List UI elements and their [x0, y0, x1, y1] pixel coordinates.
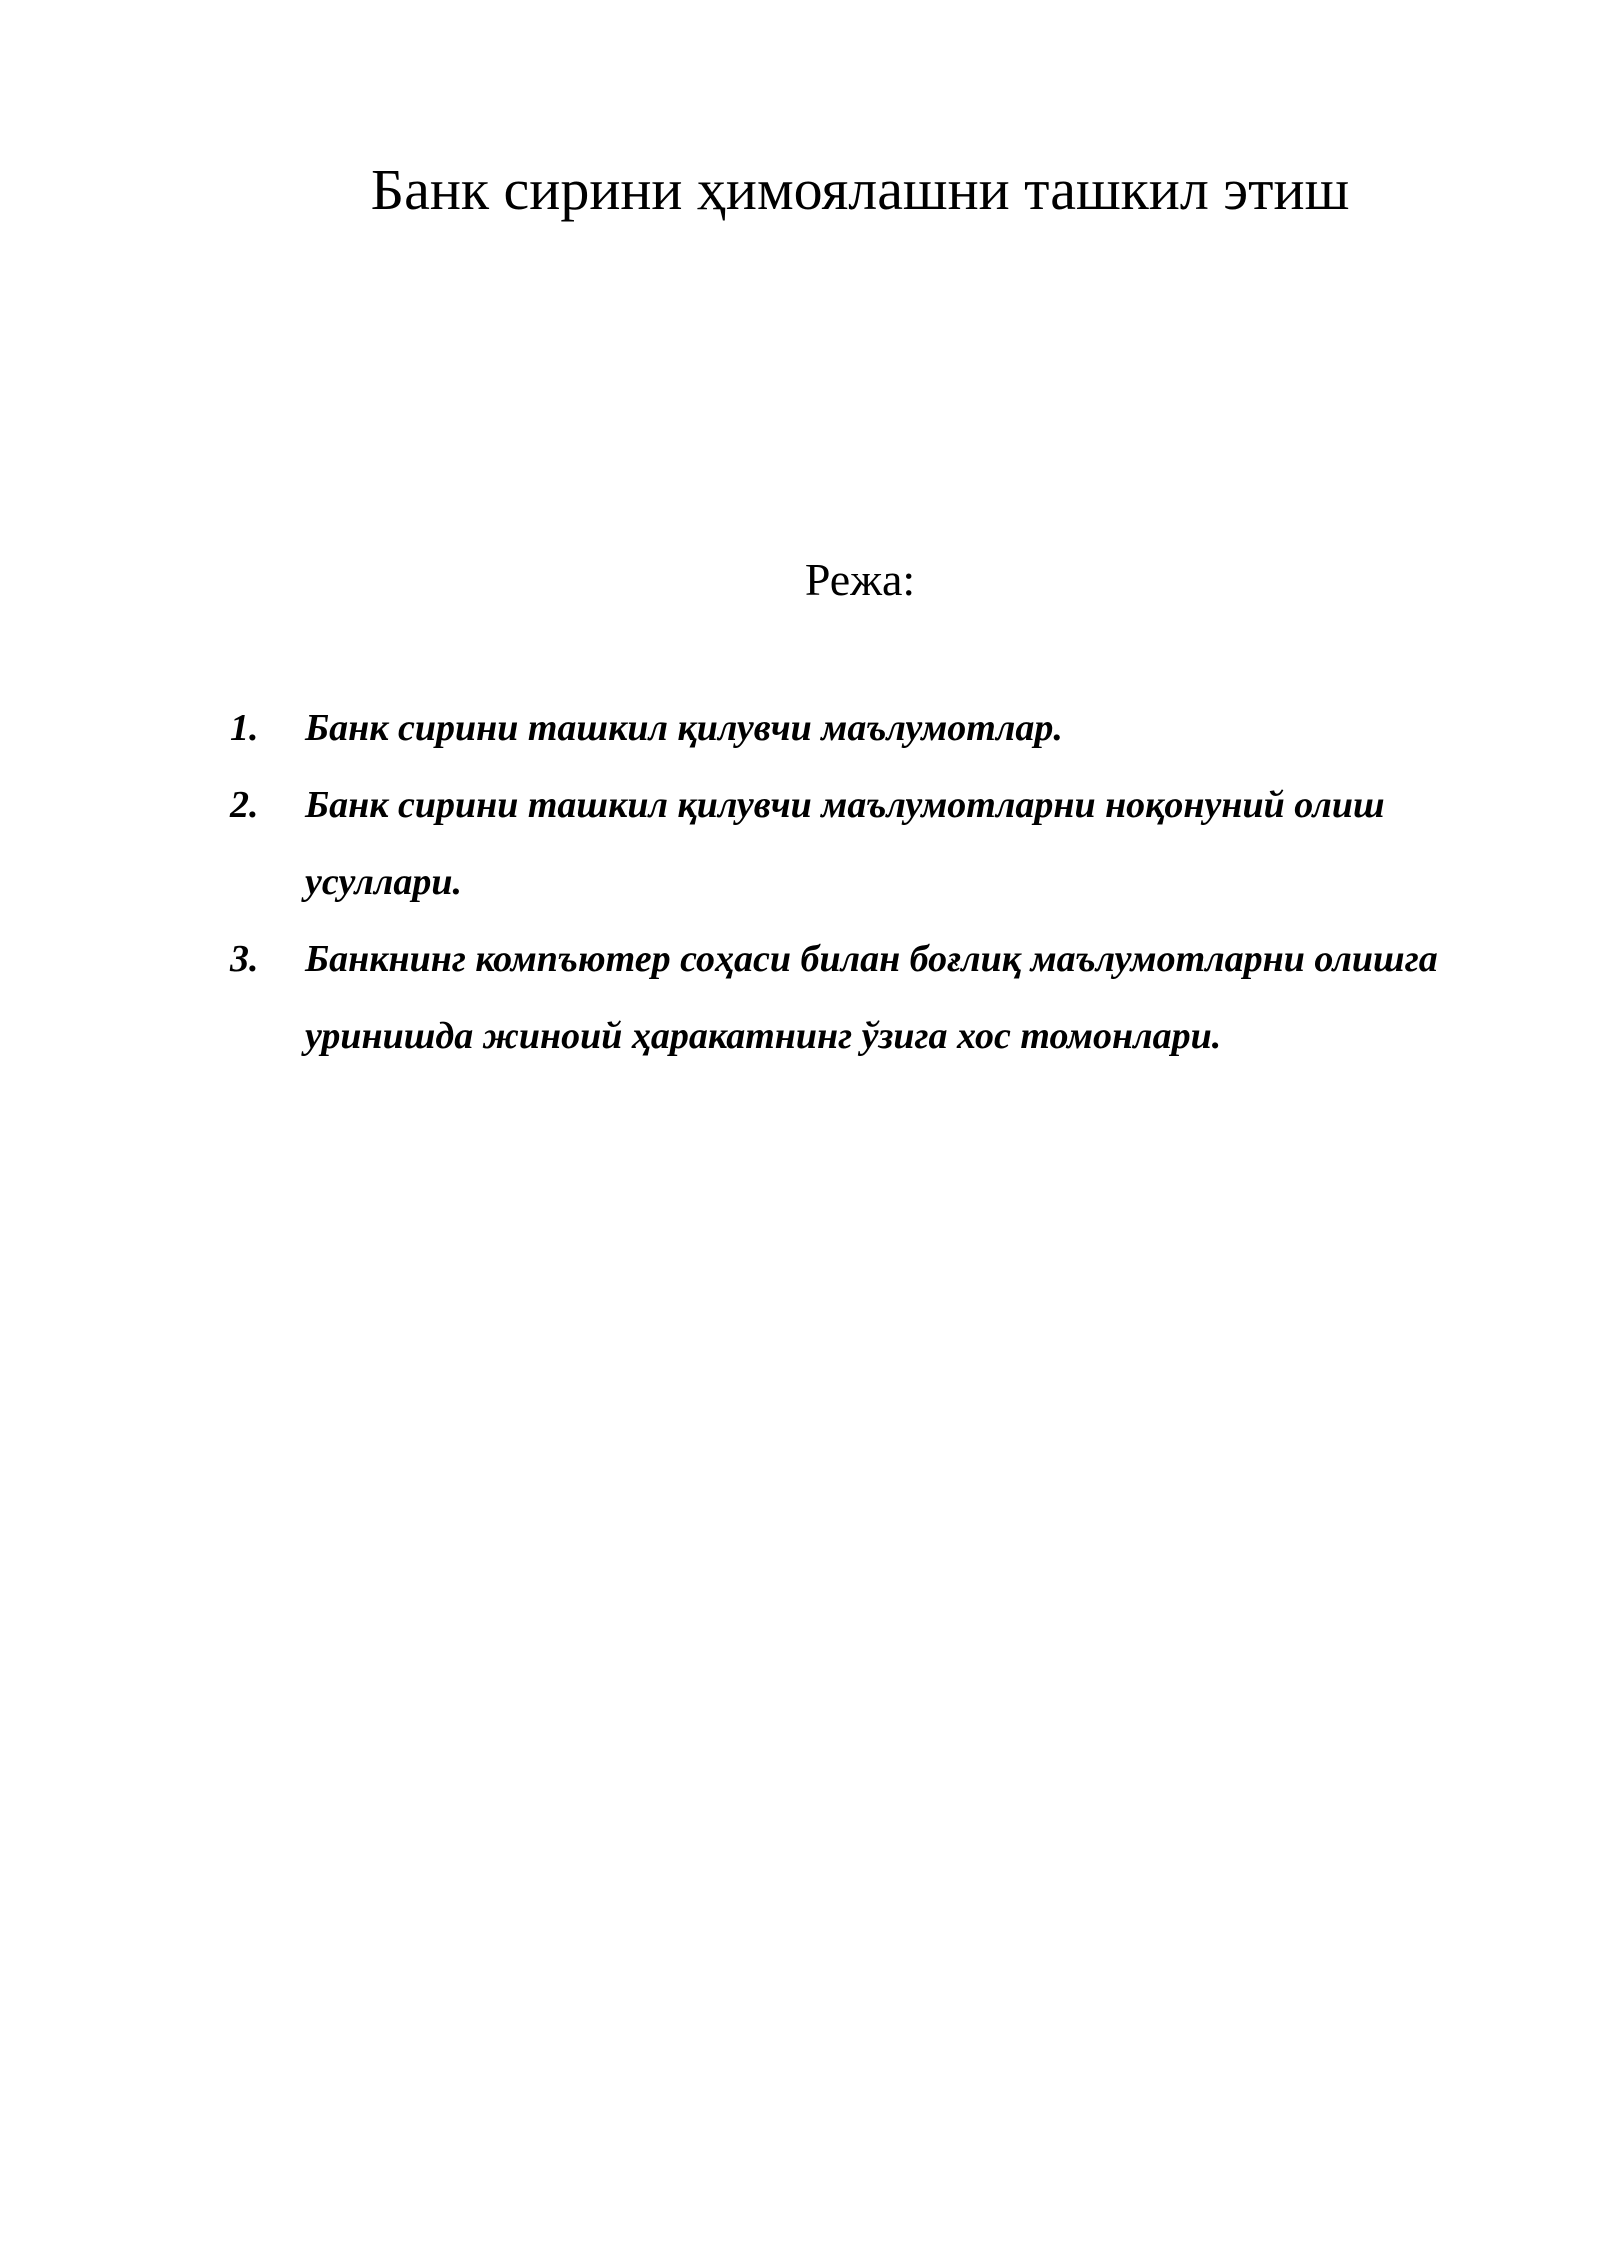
plan-heading: Режа:	[804, 554, 916, 605]
plan-item-text: Банкнинг компъютер соҳаси билан боғлиқ маълумотларни олишга уринишда жиноий ҳаракатнинг ўзига хос томонлари.	[305, 938, 1438, 1057]
plan-item-number: 2.	[230, 784, 259, 826]
plan-item-1	[230, 690, 1470, 767]
plan-item-2	[230, 767, 1470, 921]
plan-item-text: Банк сирини ташкил қилувчи маълумотлар.	[305, 707, 1063, 749]
plan-item-number: 3.	[230, 938, 259, 980]
document-title: Банк сирини ҳимоялашни ташкил этиш	[370, 157, 1350, 222]
plan-item-number: 1.	[230, 707, 259, 749]
plan-item-text: Банк сирини ташкил қилувчи маълумотларни ноқонуний олиш усуллари.	[305, 784, 1385, 903]
plan-item-3	[230, 921, 1470, 1075]
plan-list	[230, 690, 1470, 1075]
